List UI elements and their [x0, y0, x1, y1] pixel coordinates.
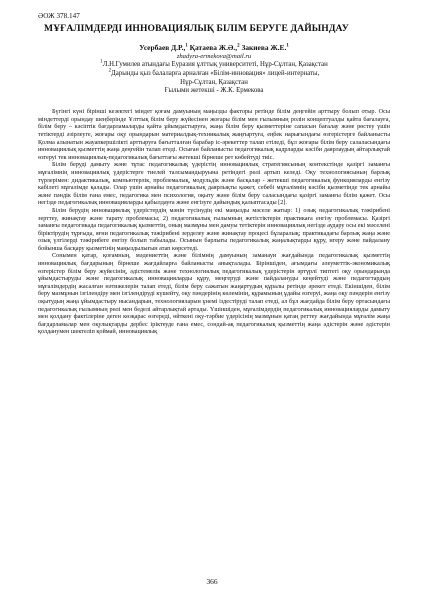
affiliation-2-sup: 2 [108, 68, 112, 74]
affiliation-3: Нұр-Сұлтан, Қазақстан [180, 78, 248, 86]
supervisor-line: Ғылыми жетекші - Ж.К. Ермекова [164, 87, 264, 95]
paragraph: Бүгінгі күні бірінші кезектегі міндет қоғам дамуының маңызды факторы ретінде білім деңгейін арттыру болып отыр. Осы міндеттерді орындау шеңберінде Ұлттық білім беру жүйесінен жоғары білім мен ғылымның ролін концептуалды қайта бағалауға, білім беру – кәсіптік бағдарламаларды қайта ұйымдастыруға, жаңа білім беру қызметтеріне сапасын бағалау және рөстеу үшін тетіктерді әзірлеуге, жоғары оқу орындарын материалдық-техникалық жаңғыртуға, еңбек нарығындағы өзгерістерге байланысты Қолма алынатын жауапкершілікті арттыруға бағытталған барабар іс-әрекеттер талап етіледі, бұл жоғары білім беру салаласындағы инновациялық қызметтің жаңа деңгейін талап етеді. Осыған байланысты педагогикалық кадрларды кәсіби даярлаудың айтарлықтай өзгеруі тек инновациялық-педагогикалық бағыттағы жетекші бірнеше рет көбейтуді тиіс. [38, 108, 390, 161]
affiliation-1 [38, 61, 390, 70]
paragraph: Сонымен қатар, қоғамның, мәдениеттің және білімнің дамуының заманауи жағдайында педагогикалық қызметтің инновациялық бағдарының бірнеше жағдайларға байланысты анықталады. Біріншіден, ағымдағы әлеуметтік-экономикалық өзгерістер білім беру жүйесінің, әдістемелік және технологиялық педагогикалық үдерістерін әртүрлі типтегі оқу орындарында ұйымдастыруды және педагогикалық инновацияларды құру, меңгеруді және пайдалануды кеңейтуді және педагогтардың мұғалімдердің жасалған нәтижелерін талап етеді, білім беру сажатын жаңартудың құралы ретінде әрекет етеді. Екіншіден, білім беру мазмұнын ізгілендіру мен ізгілендіруді күшейту, оқу пәндерінің көлемінің, құрамының ұдайы өзгеруі, жаңа оқу пәндерін енгізу оқытудың жаңа ұйымдастыру нысандарын, технологияларын ұнемі іздестіруді талап етеді, ал бұл жағдайда білім беру ортасындағы педагогикалық ғылымның рөлі мен беделі айтарлықтай артады. Үшіншіден, мұғалімдердің педагогикалық инновацияларды дамыту мен қолдану фактілеріне деген көзқарас өзгереді, өйткені оқу-тәрбие үдерісінің мазмұнын қатаң реттеу жағдайында мұғалім жаңа бағдарламалар мен оқулықтарды дербес іріктеуде ғана емес, сондай-ақ педагогикалық қызметтің жаңа әдістерін және әдістерін қолданумен шектеліп қоймай, инновациялық [38, 252, 390, 336]
author-2-sup: 2 [237, 43, 240, 49]
author-1-sup: 1 [185, 43, 188, 49]
paragraph: Білім берудің инновациялық үдерістердің мәнін түсінудің екі маңызды мәселе жатыр: 1) озық педагогикалық тәжірибені зерттеу, жинақтау және тарату проблемасы; 2) педагогикалық ғылымның жетістіктерін практикаға енгізу проблемасы. Қазіргі заманғы педагогикада педагогикалық қызметтің, оның мазмұны мен дамуы тетіктерін инновациялық негізде аудару осы екі мәселені біріктірудің тұрғыда, яғни педагогикалық тәжірибені зерделеу және жинақтау процесі бұларалық; практикадағы барлық жаңа және озық үлгілерді тәжірибеге енгізу болып табылады. Осынын барлығы педагогикалық жаңалықтарды құру, игеру және пайдалану бойынша басқару қызметінің маңыздылығын атап көрсетеді. [38, 206, 390, 252]
affiliation-1-sup: 1 [100, 59, 103, 65]
page-number: 366 [206, 577, 218, 586]
affiliation-1-text: Л.Н.Гумилев атындағы Еуразия ұлттық университеті, Нұр-Сұлтан, Қазақстан [102, 61, 328, 68]
affiliation-2-text: Дарынды қыз балаларға арналған «Білім-инновация» лицей-интернаты, [111, 69, 320, 77]
article-body [38, 108, 390, 336]
author-1: Усербаев Д.Р., [139, 43, 186, 52]
author-email: zhadyra-ermekova@mail.ru [176, 53, 252, 60]
author-line [38, 43, 390, 52]
author-2: Қатаева Ж.Ә., [189, 43, 238, 52]
author-3: Закиева Ж.Е. [241, 43, 287, 52]
article-title: МҰҒАЛІМДЕРДІ ИННОВАЦИЯЛЫҚ БІЛІМ БЕРУГЕ ДАЙЫНДАУ [44, 23, 349, 34]
affiliation-2 [38, 70, 390, 79]
author-3-sup: 1 [286, 43, 289, 49]
paragraph: Білім беруді дамыту және тұтас педагогикалық үдерістің инновациялық стратегиясының контекстінде қазіргі заманғы мұғалімнің инновациялық үдерістерге тиелей талсымандыруына ретіндегі рөлі артып келеді. Оқу технологиясының барлық түрлерімен: дидактикалық, компьютерлік, проблемалық, модульдік және басқалар - жетекші педагогикалық функцияларды енгізу кабілеті мұғалімде қалады. Олар үшін арнайы педагогикалық даярлықты қажет, себебі мұғалімнің кәсіби қызметінде тек арнайы және пәндік білім ғана емес, педагогика мен психология, оқыту және білім беру саласындағы қазіргі заманғы білім қажет. Осы негізде педагогикалық инновацияларды қабылдауға және енгізуге дайындық қалыптасады [2]. [38, 161, 390, 207]
udc-code: ӘОЖ 378.147 [38, 12, 80, 20]
